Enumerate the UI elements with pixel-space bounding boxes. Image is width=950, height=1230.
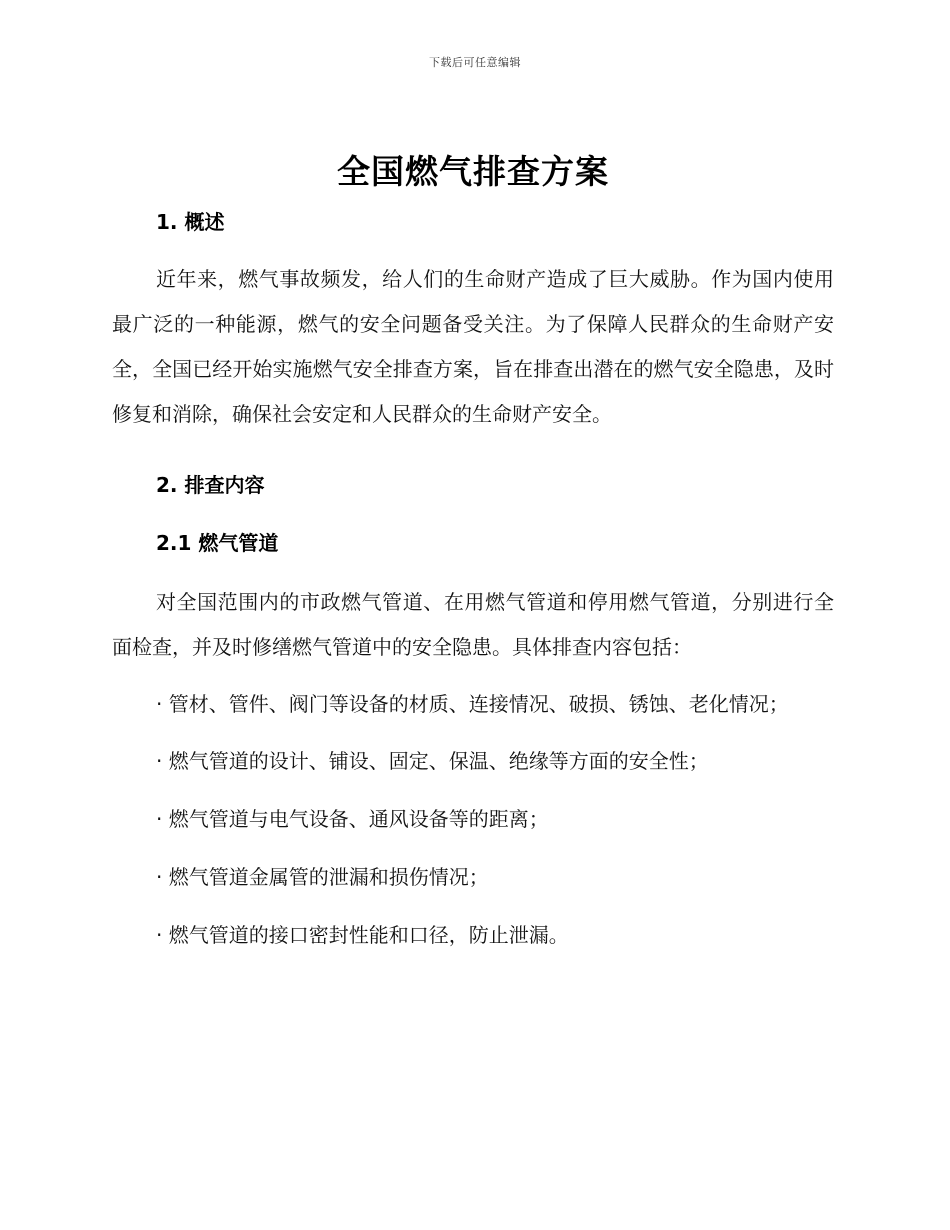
list-item: · 燃气管道与电气设备、通风设备等的距离； (156, 807, 549, 831)
list-item: · 燃气管道的设计、铺设、固定、保温、绝缘等方面的安全性； (156, 749, 709, 773)
section-heading-inspection-content: 2. 排查内容 (156, 473, 265, 497)
document-body (112, 150, 834, 958)
section-heading-overview: 1. 概述 (156, 210, 225, 234)
overview-paragraph: 近年来，燃气事故频发，给人们的生命财产造成了巨大威胁。作为国内使用最广泛的一种能源，燃气的安全问题备受关注。为了保障人民群众的生命财产安全，全国已经开始实施燃气安全排查方案，旨在排查出潜在的燃气安全隐患，及时修复和消除，确保社会安定和人民群众的生命财产安全。 (112, 267, 834, 426)
subsection-heading-gas-pipeline: 2.1 燃气管道 (156, 531, 279, 555)
page-header: 下载后可任意编辑 (429, 56, 521, 69)
list-item: · 燃气管道的接口密封性能和口径，防止泄漏。 (156, 923, 569, 947)
list-item: · 燃气管道金属管的泄漏和损伤情况； (156, 865, 489, 889)
pipeline-paragraph: 对全国范围内的市政燃气管道、在用燃气管道和停用燃气管道，分别进行全面检查，并及时修缮燃气管道中的安全隐患。具体排查内容包括： (112, 590, 834, 659)
list-item: · 管材、管件、阀门等设备的材质、连接情况、破损、锈蚀、老化情况； (156, 692, 789, 716)
document-title: 全国燃气排查方案 (337, 152, 609, 191)
